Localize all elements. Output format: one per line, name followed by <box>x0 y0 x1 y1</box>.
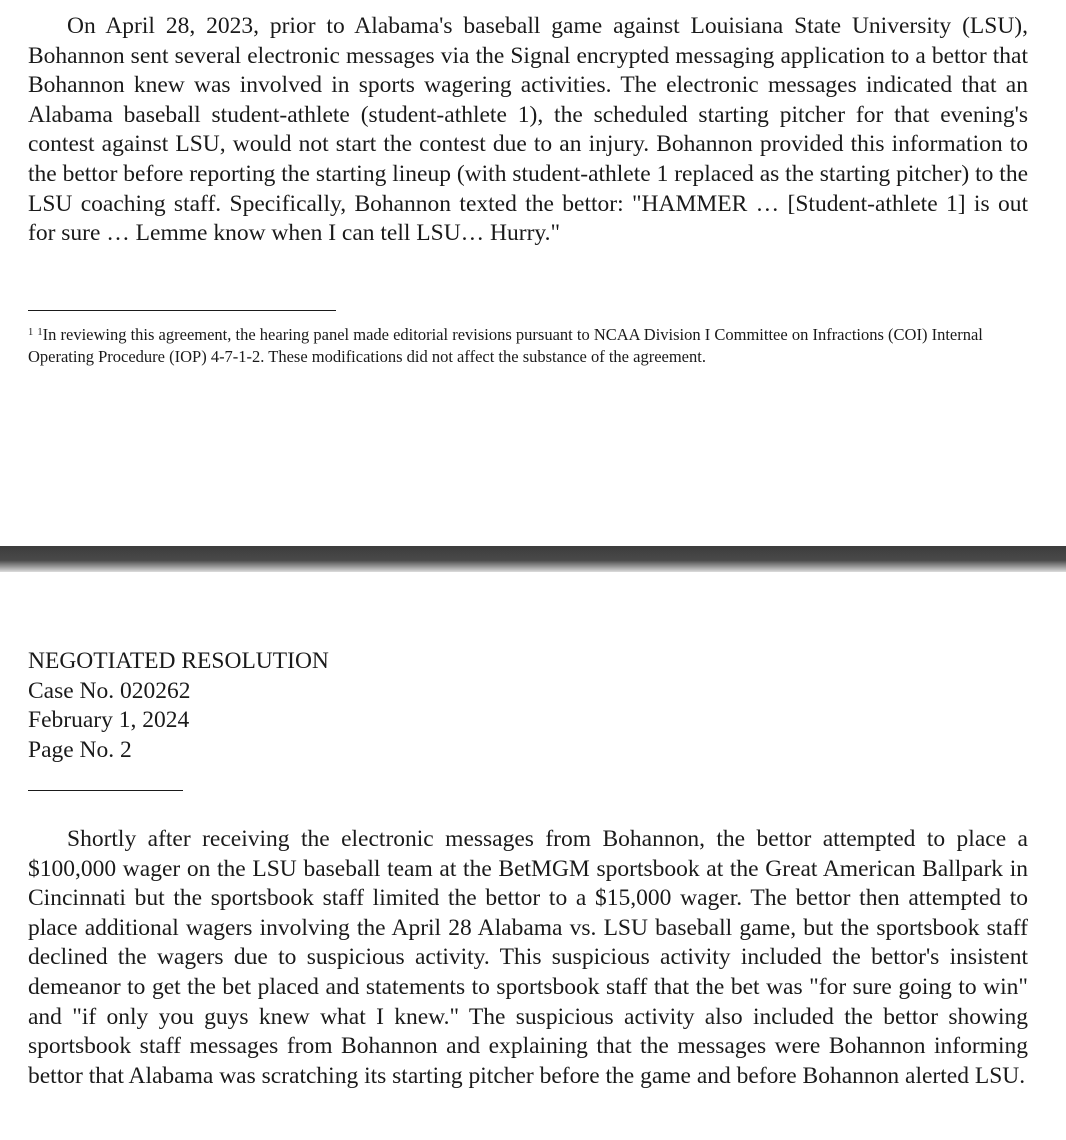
footnote-marker: 1 <box>28 327 34 338</box>
page-header <box>28 647 329 765</box>
body-paragraph-april-28: On April 28, 2023, prior to Alabama's baseball game against Louisiana State University (LSU), Bohannon sent several electronic messages via the Signal encrypted messaging application to a bettor that Bohannon knew was involved in sports wagering activities. The electronic messages indicated that an Alabama baseball student-athlete (student-athlete 1), the scheduled starting pitcher for that evening's contest against LSU, would not start the contest due to an injury. Bohannon provided this information to the bettor before reporting the starting lineup (with student-athlete 1 replaced as the starting pitcher) to the LSU coaching staff. Specifically, Bohannon texted the bettor: "HAMMER … [Student-athlete 1] is out for sure … Lemme know when I can tell LSU… Hurry." <box>28 13 1028 247</box>
footnote-text: In reviewing this agreement, the hearing panel made editorial revisions pursuant to NCAA Division I Committee on Infractions (COI) Internal Operating Procedure (IOP) 4-7-1-2. These modifications did not affect the substance of the agreement. <box>28 325 983 366</box>
header-page-number: Page No. 2 <box>28 736 132 763</box>
header-case-number: Case No. 020262 <box>28 677 191 704</box>
footnote-inner-marker: 1 <box>37 327 43 338</box>
header-title: NEGOTIATED RESOLUTION <box>28 648 329 674</box>
footnote-1 <box>28 324 1028 368</box>
footnote-separator <box>28 310 336 311</box>
page-break-divider <box>0 546 1066 572</box>
body-paragraph-wager: Shortly after receiving the electronic messages from Bohannon, the bettor attempted to place a $100,000 wager on the LSU baseball team at the BetMGM sportsbook at the Great American Ballpark in Cincinnati but the sportsbook staff limited the bettor to a $15,000 wager. The bettor then attempted to place additional wagers involving the April 28 Alabama vs. LSU baseball game, but the sportsbook staff declined the wagers due to suspicious activity. This suspicious activity included the bettor's insistent demeanor to get the bet placed and statements to sportsbook staff that the bet was "for sure going to win" and "if only you guys knew what I knew." The suspicious activity also included the bettor showing sportsbook staff messages from Bohannon and explaining that the messages were Bohannon informing bettor that Alabama was scratching its starting pitcher before the game and before Bohannon alerted LSU. <box>28 826 1028 1089</box>
header-separator <box>28 790 183 791</box>
header-date: February 1, 2024 <box>28 707 190 734</box>
